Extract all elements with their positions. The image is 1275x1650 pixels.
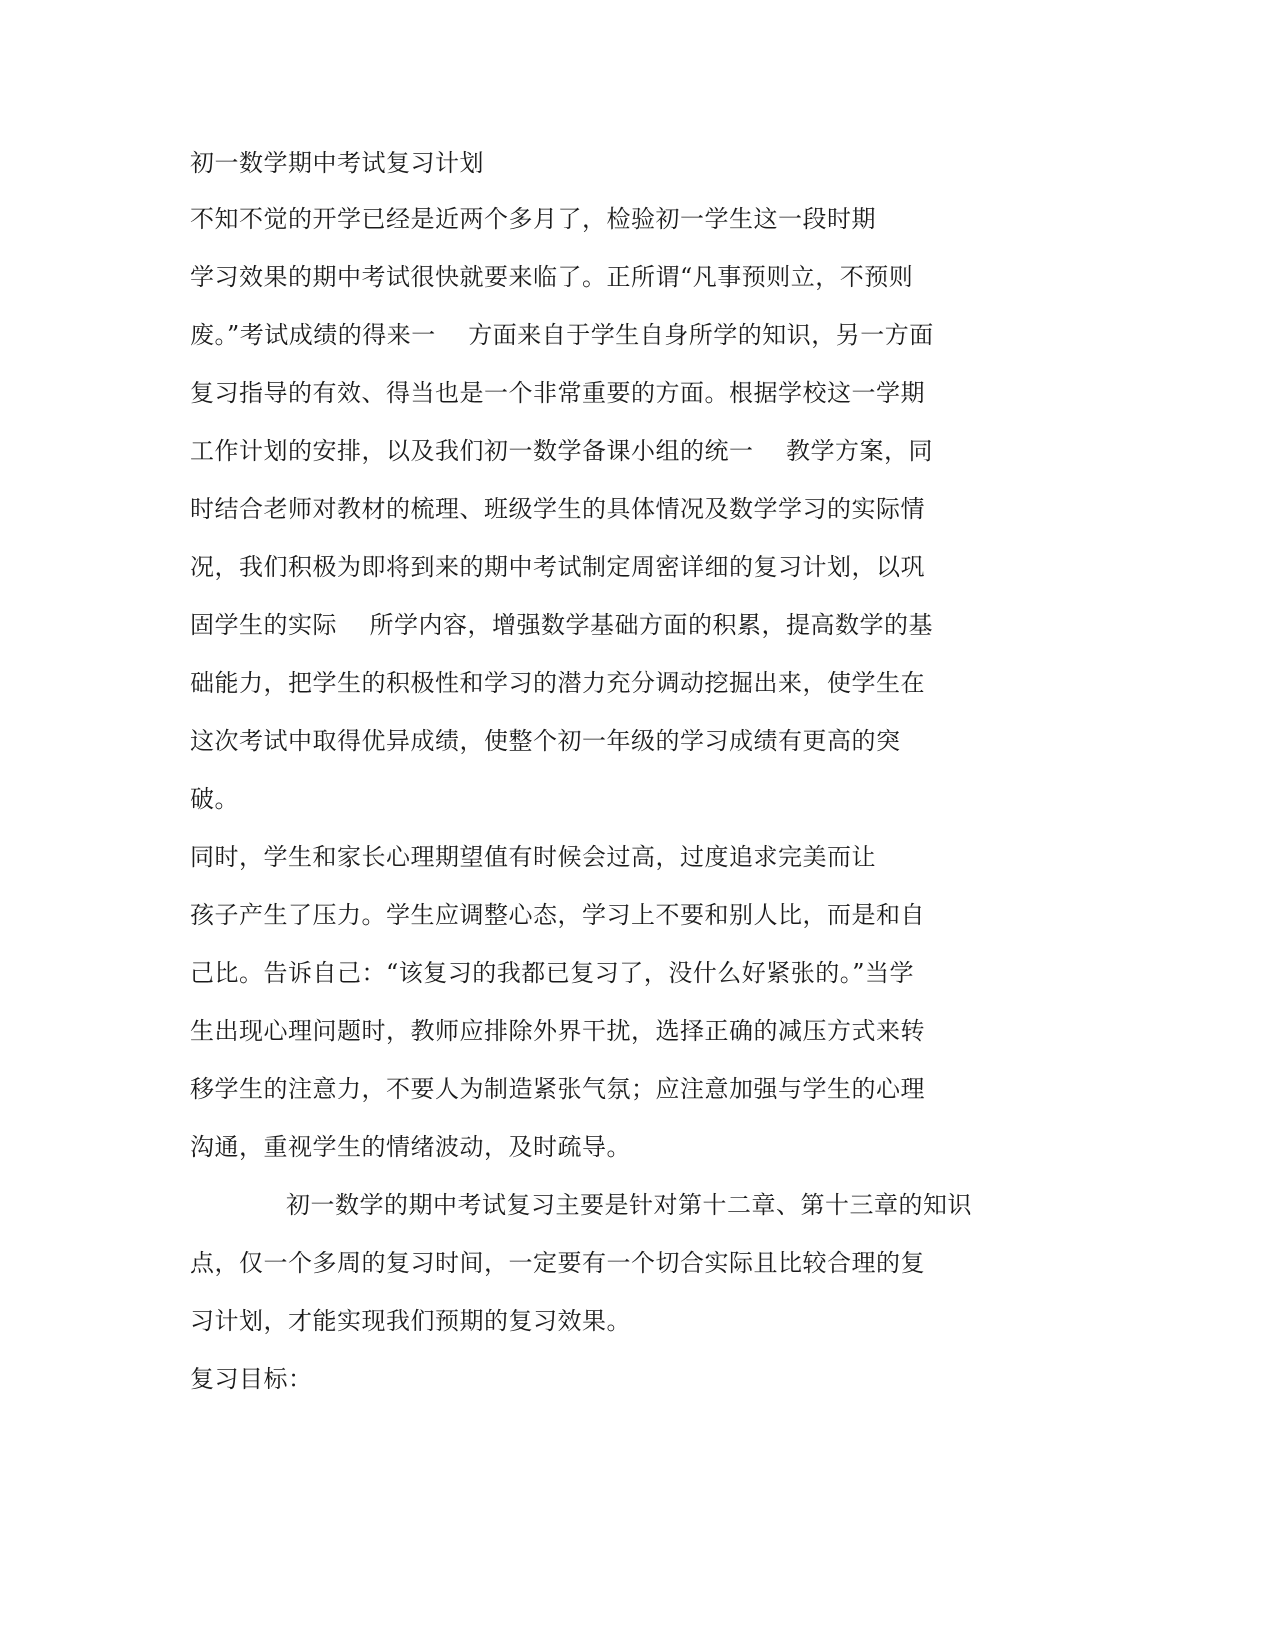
paragraph-line: 同时，学生和家长心理期望值有时候会过高，过度追求完美而让 (190, 843, 876, 871)
paragraph-line: 固学生的实际 所学内容，增强数学基础方面的积累，提高数学的基 (190, 611, 934, 639)
section-heading: 复习目标： (190, 1365, 313, 1393)
paragraph-line: 时结合老师对教材的梳理、班级学生的具体情况及数学学习的实际情 (190, 495, 925, 523)
paragraph-line: 础能力，把学生的积极性和学习的潜力充分调动挖掘出来，使学生在 (190, 669, 925, 697)
paragraph-line: 点，仅一个多周的复习时间，一定要有一个切合实际且比较合理的复 (190, 1249, 925, 1277)
paragraph-line: 沟通，重视学生的情绪波动，及时疏导。 (190, 1133, 631, 1161)
paragraph-line: 废。”考试成绩的得来一 方面来自于学生自身所学的知识，另一方面 (190, 321, 934, 349)
paragraph-line: 己比。告诉自己：“该复习的我都已复习了，没什么好紧张的。”当学 (190, 959, 915, 987)
paragraph-line: 习计划，才能实现我们预期的复习效果。 (190, 1307, 631, 1335)
paragraph-line: 复习指导的有效、得当也是一个非常重要的方面。根据学校这一学期 (190, 379, 925, 407)
paragraph-line: 不知不觉的开学已经是近两个多月了，检验初一学生这一段时期 (190, 205, 876, 233)
paragraph-line: 初一数学的期中考试复习主要是针对第十二章、第十三章的知识 (286, 1191, 972, 1219)
paragraph-line: 破。 (190, 785, 239, 813)
paragraph-line: 移学生的注意力，不要人为制造紧张气氛；应注意加强与学生的心理 (190, 1075, 925, 1103)
paragraph-line: 孩子产生了压力。学生应调整心态，学习上不要和别人比，而是和自 (190, 901, 925, 929)
paragraph-line: 学习效果的期中考试很快就要来临了。正所谓“凡事预则立，不预则 (190, 263, 914, 291)
paragraph-line: 这次考试中取得优异成绩，使整个初一年级的学习成绩有更高的突 (190, 727, 901, 755)
document-title: 初一数学期中考试复习计划 (190, 149, 484, 177)
paragraph-line: 况，我们积极为即将到来的期中考试制定周密详细的复习计划，以巩 (190, 553, 925, 581)
paragraph-line: 生出现心理问题时，教师应排除外界干扰，选择正确的减压方式来转 (190, 1017, 925, 1045)
paragraph-line: 工作计划的安排，以及我们初一数学备课小组的统一 教学方案，同 (190, 437, 934, 465)
